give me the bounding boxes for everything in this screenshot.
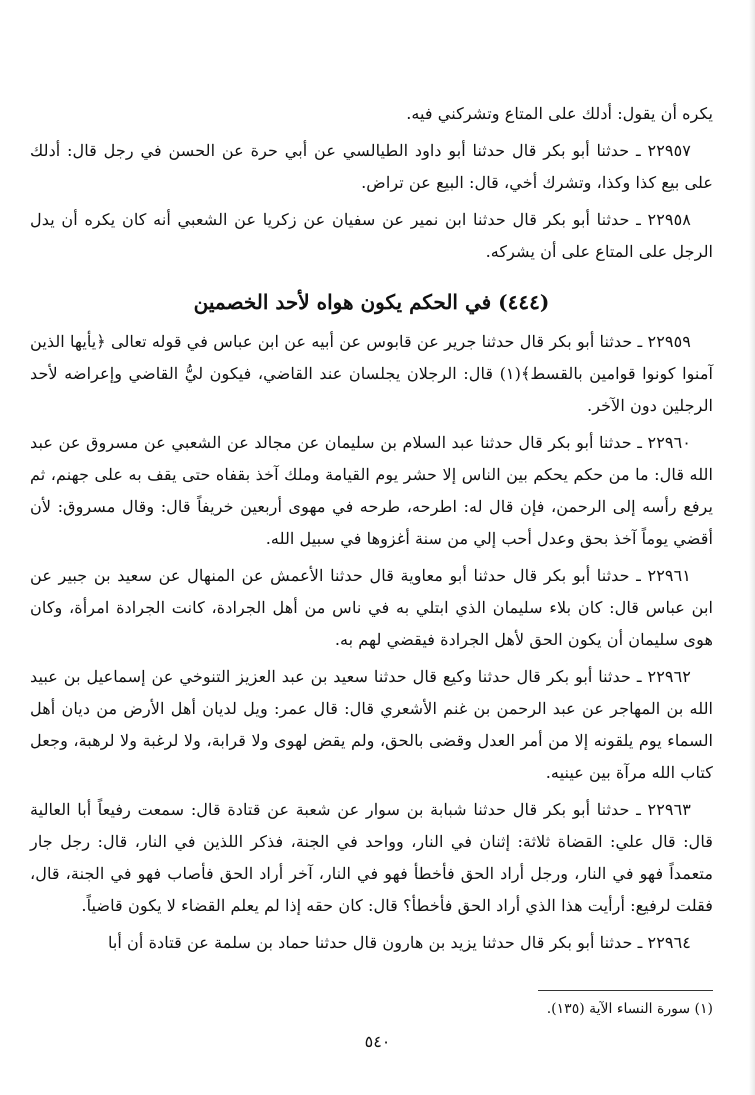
footnote: (١) سورة النساء الآية (١٣٥).: [546, 1001, 713, 1017]
paragraph: يكره أن يقول: أدلك على المتاع وتشركني فيه.: [406, 104, 713, 123]
hadith-paragraph: ٢٢٩٦٠ ـ حدثنا أبو بكر قال حدثنا عبد السلام بن سليمان عن مجالد عن الشعبي عن مسروق عن عبد الله قال: ما من حكم يحكم بين الناس إلا حشر يوم القيامة وملك آخذ بقفاه حتى يقف به على جهنم، ثم يرفع رأسه إلى الرحمن، فإن قال له: اطرحه، طرحه في مهوى أربعين خريفاً قال: وقال مسروق: لأن أقضي يوماً آخذ بحق وعدل أحب إلي من سنة أغزوها في سبيل الله.: [30, 433, 713, 548]
hadith-paragraph: ٢٢٩٥٩ ـ حدثنا أبو بكر قال حدثنا جرير عن قابوس عن أبيه عن ابن عباس في قوله تعالى ﴿يأيها الذين آمنوا كونوا قوامين بالقسط﴾(١) قال: الرجلان يجلسان عند القاضي، فيكون ليُّ القاضي وإعراضه لأحد الرجلين دون الآخر.: [30, 332, 713, 415]
hadith-paragraph: ٢٢٩٦٤ ـ حدثنا أبو بكر قال حدثنا يزيد بن هارون قال حدثنا حماد بن سلمة عن قتادة أن أبا: [107, 933, 691, 952]
hadith-paragraph: ٢٢٩٦١ ـ حدثنا أبو بكر قال حدثنا أبو معاوية قال حدثنا الأعمش عن المنهال عن سعيد بن جبير عن ابن عباس قال: كان بلاء سليمان الذي ابتلي به في ناس من أهل الجرادة، كانت الجرادة امرأة، وكان هوى سليمان أن يكون الحق لأهل الجرادة فيقضي لهم به.: [30, 566, 713, 649]
section-heading: (٤٤٤) في الحكم يكون هواه لأحد الخصمين: [193, 290, 550, 314]
hadith-paragraph: ٢٢٩٥٧ ـ حدثنا أبو بكر قال حدثنا أبو داود الطيالسي عن أبي حرة عن الحسن في رجل قال: أدلك على بيع كذا وكذا، وتشرك أخي، قال: البيع عن تراض.: [30, 141, 713, 192]
footnote-divider: [538, 990, 713, 991]
hadith-paragraph: ٢٢٩٥٨ ـ حدثنا أبو بكر قال حدثنا ابن نمير عن سفيان عن زكريا عن الشعبي أنه كان يكره أن يدل الرجل على المتاع على أن يشركه.: [30, 210, 713, 261]
page-number: ٥٤٠: [364, 1032, 391, 1051]
hadith-paragraph: ٢٢٩٦٣ ـ حدثنا أبو بكر قال حدثنا شبابة بن سوار عن شعبة عن قتادة قال: سمعت رفيعاً أبا العالية قال: قال علي: القضاة ثلاثة: إثنان في النار، وواحد في الجنة، فذكر اللذين في النار، قال: رجل جار متعمداً فهو في النار، ورجل أراد الحق فأخطأ فهو في النار، آخر أراد الحق فأصاب فهو في الجنة، قال، فقلت لرفيع: أرأيت هذا الذي أراد الحق فأخطأ؟ قال: كان حقه إذا لم يعلم القضاء لا يكون قاضياً.: [30, 800, 713, 915]
main-text: [30, 98, 713, 959]
page-edge: [749, 0, 755, 1095]
hadith-paragraph: ٢٢٩٦٢ ـ حدثنا أبو بكر قال حدثنا وكيع قال حدثنا سعيد بن عبد العزيز التنوخي عن إسماعيل بن عبيد الله بن المهاجر عن عبد الرحمن بن غنم الأشعري قال: قال عمر: ويل لديان أهل الأرض من ديان أهل السماء يوم يلقونه إلا من أمر العدل وقضى بالحق، ولم يقض لهوى ولا قرابة، ولا لرغبة ولا لرهبة، وجعل كتاب الله مرآة بين عينيه.: [30, 667, 713, 782]
